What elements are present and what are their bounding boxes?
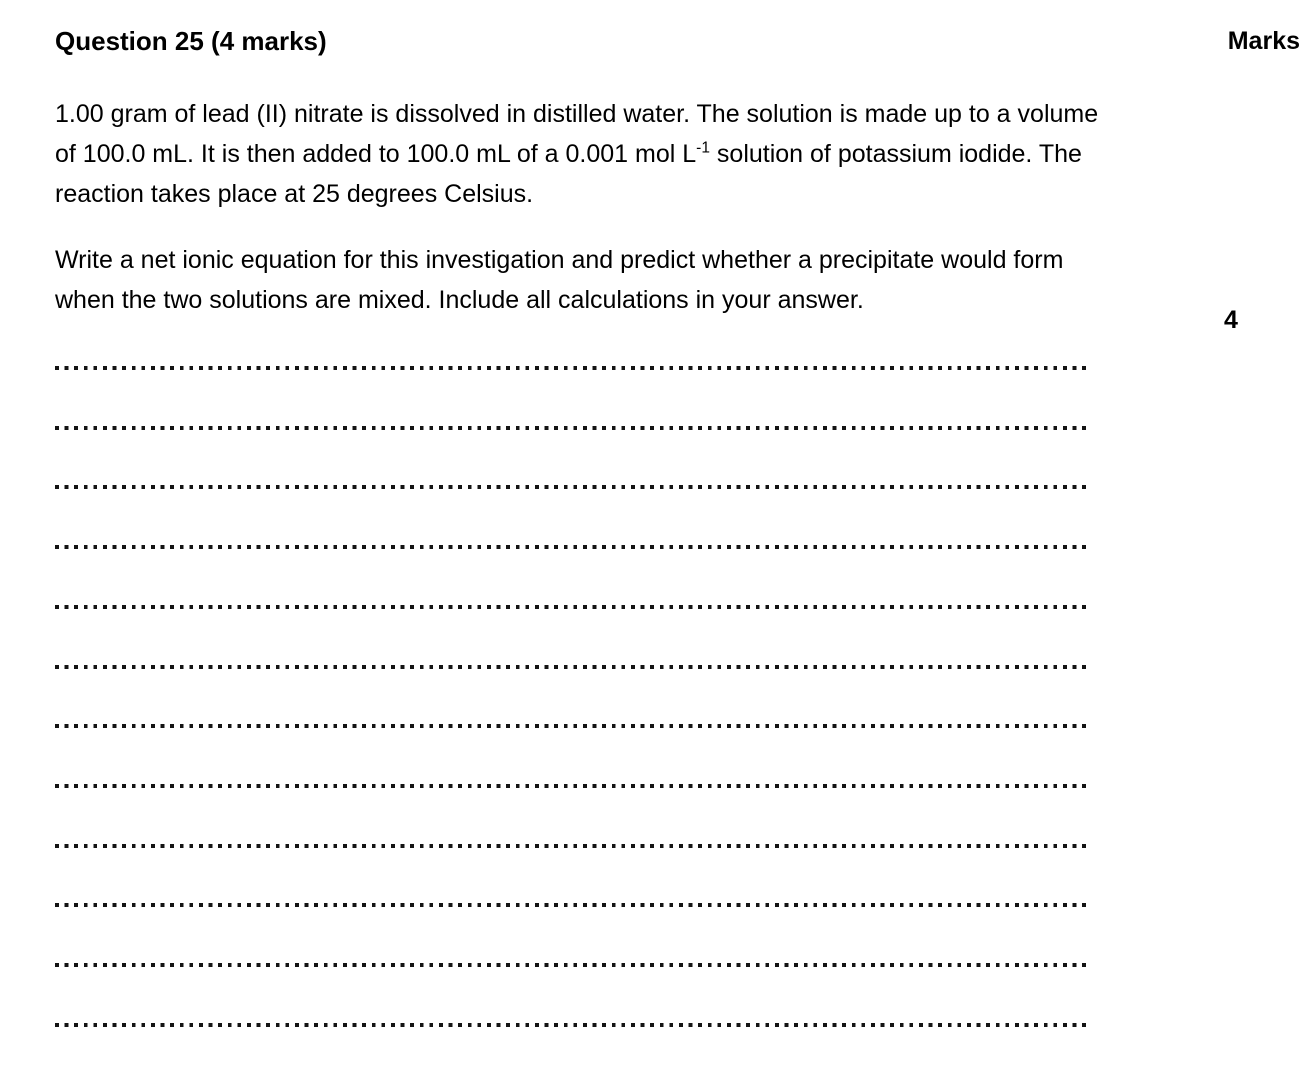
answer-line: [55, 963, 1090, 967]
question-intro-paragraph: [55, 94, 1098, 214]
superscript-exponent: -1: [696, 139, 710, 157]
question-text-line: 1.00 gram of lead (II) nitrate is dissolved in distilled water. The solution is made up to a volume: [55, 100, 1099, 128]
answer-line: [55, 426, 1090, 430]
question-text-line: reaction takes place at 25 degrees Celsius.: [55, 180, 534, 208]
answer-line: [55, 903, 1090, 907]
answer-line: [55, 784, 1090, 788]
answer-line: [55, 665, 1090, 669]
question-text-segment: of 100.0 mL. It is then added to 100.0 mL of a 0.001 mol L: [55, 140, 697, 168]
answer-line: [55, 724, 1090, 728]
answer-line: [55, 1023, 1090, 1027]
marks-value: 4: [1224, 306, 1238, 334]
question-text-line: when the two solutions are mixed. Include all calculations in your answer.: [55, 286, 864, 314]
marks-column-label: Marks: [1227, 27, 1300, 55]
question-heading: Question 25 (4 marks): [55, 26, 327, 56]
question-text-line: [55, 134, 1098, 174]
answer-line: [55, 485, 1090, 489]
question-text-line: Write a net ionic equation for this investigation and predict whether a precipitate would form: [55, 246, 1064, 274]
answer-line: [55, 844, 1090, 848]
answer-line: [55, 605, 1090, 609]
answer-line: [55, 545, 1090, 549]
answer-line: [55, 366, 1090, 370]
question-task-paragraph: [55, 240, 1063, 320]
question-text-segment: solution of potassium iodide. The: [709, 140, 1082, 168]
